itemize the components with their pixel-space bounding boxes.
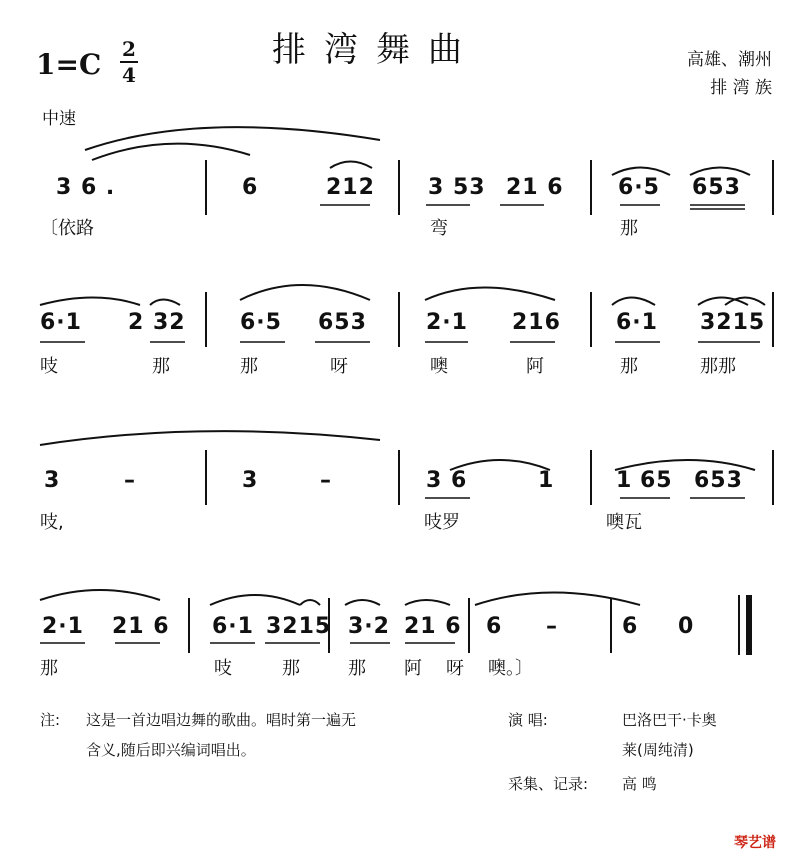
- note: 6: [242, 175, 259, 200]
- note: 3·2: [348, 614, 390, 639]
- lyric: 噢: [430, 356, 448, 377]
- bar-line: [205, 450, 207, 505]
- note: –: [546, 614, 558, 639]
- note: 6·5: [240, 310, 282, 335]
- lyric: 那: [348, 658, 366, 679]
- footnote-text-1: 这是一首边唱边舞的歌曲。唱时第一遍无: [86, 711, 357, 729]
- lyric: 吱,: [40, 512, 64, 533]
- singer-name-2: 莱(周纯清): [622, 741, 694, 759]
- origin-line-1: 高雄、潮州: [687, 50, 772, 70]
- note: 21 6: [404, 614, 462, 639]
- lyric: 噢。〕: [488, 658, 533, 679]
- collector-label: 采集、记录:: [508, 775, 589, 793]
- note: 3 6: [426, 468, 468, 493]
- lyric: 吱罗: [424, 512, 460, 533]
- bar-line: [398, 292, 400, 347]
- time-signature-bottom: 4: [122, 63, 136, 87]
- note: 3215: [700, 310, 766, 335]
- collector-name: 高 鸣: [622, 775, 657, 793]
- note: 3 53: [428, 175, 486, 200]
- bar-line: [205, 292, 207, 347]
- bar-line: [590, 450, 592, 505]
- lyric: 呀: [446, 658, 464, 679]
- bar-line: [205, 160, 207, 215]
- lyric: 弯: [430, 218, 448, 239]
- lyric: 呀: [330, 356, 348, 377]
- bar-line: [468, 598, 470, 653]
- tempo-marking: 中速: [42, 109, 76, 129]
- time-signature-top: 2: [122, 37, 136, 61]
- watermark-logo: 琴艺谱: [734, 835, 776, 851]
- bar-line: [772, 450, 774, 505]
- note: 65: [640, 468, 673, 493]
- note: 1: [538, 468, 555, 493]
- lyric: 那: [282, 658, 300, 679]
- note: 1: [616, 468, 633, 493]
- note: 2·1: [42, 614, 84, 639]
- note: 3: [44, 468, 61, 493]
- lyric: 阿: [404, 658, 422, 679]
- key-signature: 1=C: [36, 48, 102, 81]
- bar-line: [398, 450, 400, 505]
- bar-line: [398, 160, 400, 215]
- note: 6: [622, 614, 639, 639]
- note: 6·1: [212, 614, 254, 639]
- note: 2·1: [426, 310, 468, 335]
- lyric: 那: [152, 356, 170, 377]
- note: 2 32: [128, 310, 186, 335]
- note: 0: [678, 614, 695, 639]
- note: –: [124, 468, 136, 493]
- note: 216: [512, 310, 561, 335]
- note: 21 6: [112, 614, 170, 639]
- lyric: 那那: [700, 356, 736, 377]
- note: 3 6 .: [56, 175, 116, 200]
- note: 212: [326, 175, 375, 200]
- bar-line: [610, 598, 612, 653]
- final-bar-line-thin: [738, 595, 740, 655]
- note: 6·5: [618, 175, 660, 200]
- lyric: 那: [620, 218, 638, 239]
- footnote-label: 注:: [40, 711, 61, 729]
- lyric: 那: [40, 658, 58, 679]
- lyric: 那: [620, 356, 638, 377]
- singer-label: 演 唱:: [508, 711, 548, 729]
- note: 6·1: [616, 310, 658, 335]
- note: –: [320, 468, 332, 493]
- note: 3215: [266, 614, 332, 639]
- lyric: 阿: [526, 356, 544, 377]
- note: 653: [318, 310, 367, 335]
- note: 653: [694, 468, 743, 493]
- lyric: 〔依路: [40, 218, 94, 239]
- bar-line: [590, 160, 592, 215]
- footnote-text-2: 含义,随后即兴编词唱出。: [86, 741, 256, 759]
- lyric: 那: [240, 356, 258, 377]
- lyric: 噢瓦: [606, 512, 642, 533]
- note: 3: [242, 468, 259, 493]
- singer-name-1: 巴洛巴干·卡奥: [622, 711, 717, 729]
- lyric: 吱: [40, 356, 58, 377]
- note: 6: [486, 614, 503, 639]
- note: 653: [692, 175, 741, 200]
- bar-line: [188, 598, 190, 653]
- note: 6·1: [40, 310, 82, 335]
- note: 21 6: [506, 175, 564, 200]
- lyric: 吱: [214, 658, 232, 679]
- bar-line: [590, 292, 592, 347]
- bar-line: [772, 160, 774, 215]
- bar-line: [772, 292, 774, 347]
- final-bar-line-thick: [746, 595, 752, 655]
- origin-line-2: 排 湾 族: [710, 78, 772, 98]
- page-title: 排湾舞曲: [272, 30, 480, 70]
